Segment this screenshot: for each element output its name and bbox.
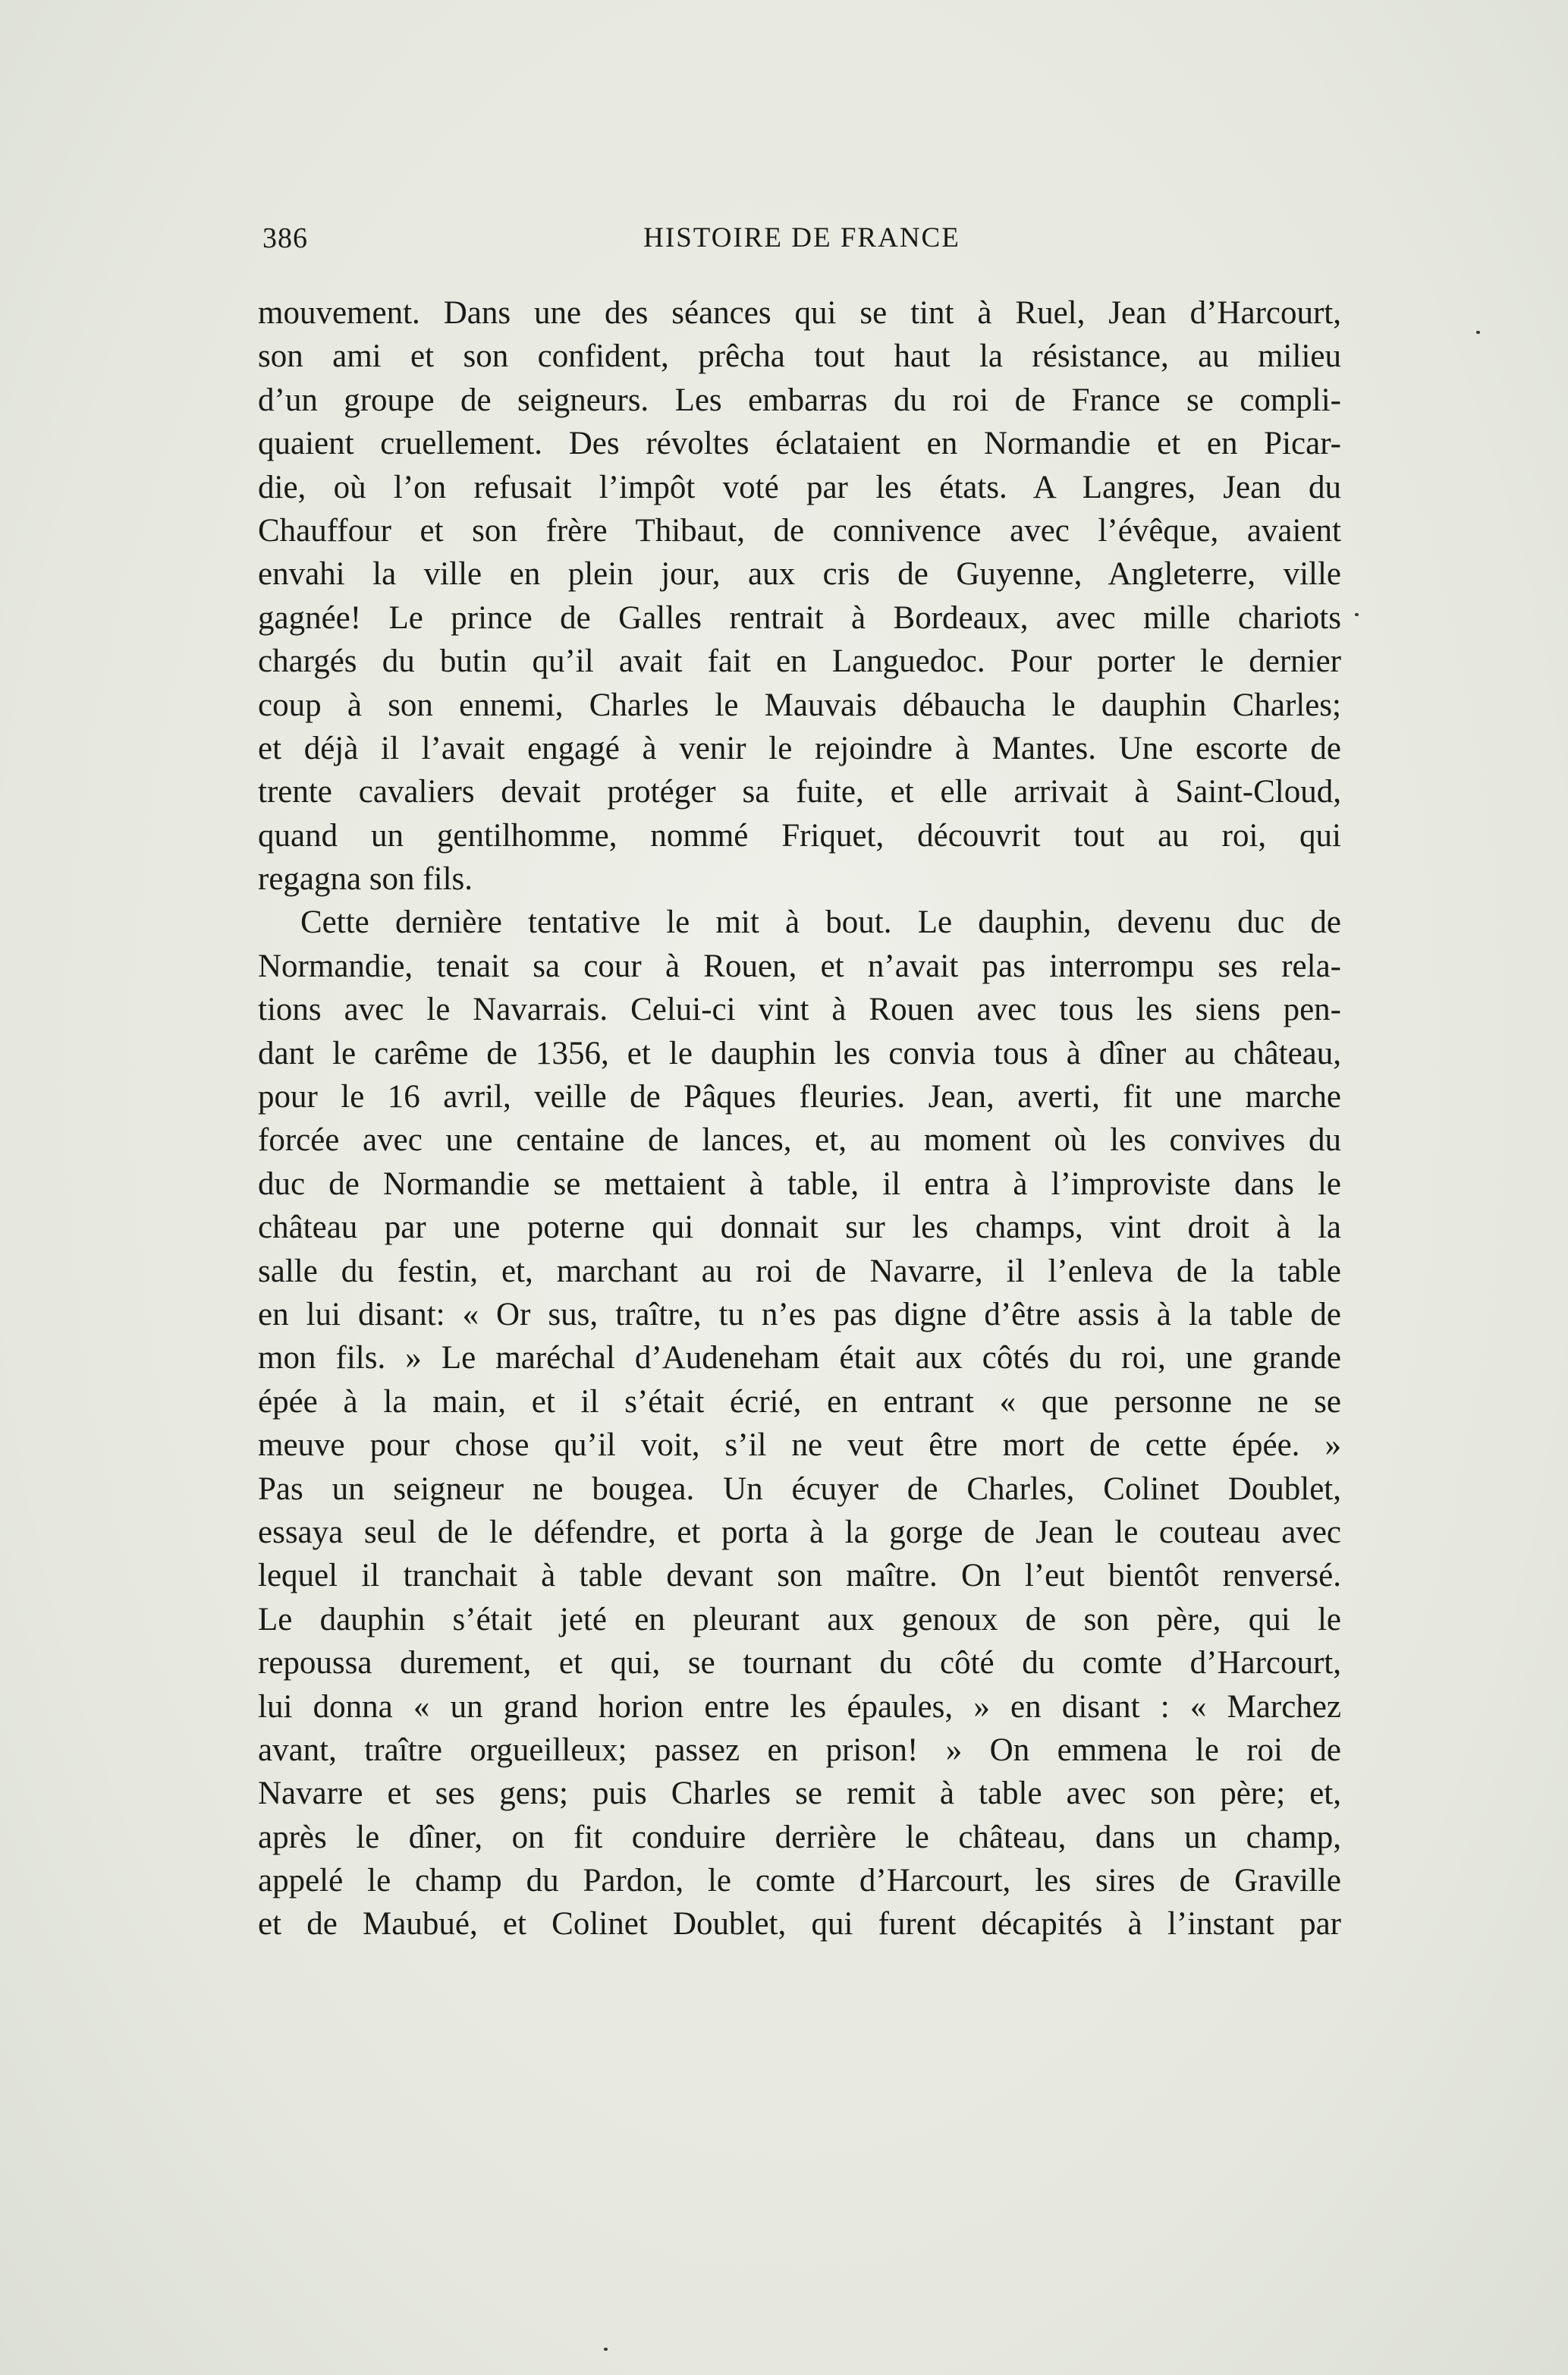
text-line: regagna son fils. [258, 861, 473, 898]
text-line: lui donna « un grand horion entre les épaules, » en disant : « Marchez [258, 1688, 1341, 1725]
text-line: avant, traître orgueilleux; passez en prison! » On emmena le roi de [258, 1732, 1341, 1768]
text-line: chargés du butin qu’il avait fait en Languedoc. Pour porter le dernier [258, 643, 1341, 680]
text-line: d’un groupe de seigneurs. Les embarras du roi de France se compli- [258, 382, 1341, 418]
page-number: 386 [262, 222, 308, 254]
text-line: forcée avec une centaine de lances, et, au moment où les convives du [258, 1122, 1341, 1159]
running-title: HISTOIRE DE FRANCE [643, 222, 960, 253]
text-line: en lui disant: « Or sus, traître, tu n’es pas digne d’être assis à la table de [258, 1296, 1341, 1332]
text-line: appelé le champ du Pardon, le comte d’Harcourt, les sires de Graville [258, 1863, 1341, 1899]
text-line: repoussa durement, et qui, se tournant du côté du comte d’Harcourt, [258, 1645, 1341, 1681]
print-speck [1355, 613, 1359, 616]
text-line: lequel il tranchait à table devant son maître. On l’eut bientôt renversé. [258, 1558, 1341, 1594]
print-speck [1476, 331, 1480, 334]
text-line: quand un gentilhomme, nommé Friquet, découvrit tout au roi, qui [258, 817, 1341, 854]
text-line: essaya seul de le défendre, et porta à la gorge de Jean le couteau avec [258, 1514, 1341, 1550]
text-line: et déjà il l’avait engagé à venir le rejoindre à Mantes. Une escorte de [258, 730, 1341, 766]
text-line: Normandie, tenait sa cour à Rouen, et n’avait pas interrompu ses rela- [258, 948, 1341, 984]
text-line: Pas un seigneur ne bougea. Un écuyer de Charles, Colinet Doublet, [258, 1471, 1341, 1507]
text-line: Navarre et ses gens; puis Charles se remit à table avec son père; et, [258, 1776, 1341, 1812]
text-line: mon fils. » Le maréchal d’Audeneham était aux côtés du roi, une grande [258, 1340, 1341, 1376]
text-line: envahi la ville en plein jour, aux cris de Guyenne, Angleterre, ville [258, 556, 1341, 593]
text-line: duc de Normandie se mettaient à table, il entra à l’improviste dans le [258, 1165, 1341, 1202]
text-line: coup à son ennemi, Charles le Mauvais débaucha le dauphin Charles; [258, 687, 1341, 723]
text-line: quaient cruellement. Des révoltes éclataient en Normandie et en Picar- [258, 426, 1341, 462]
text-line: gagnée! Le prince de Galles rentrait à Bordeaux, avec mille chariots [258, 599, 1341, 636]
text-line: trente cavaliers devait protéger sa fuite, et elle arrivait à Saint-Cloud, [258, 774, 1341, 810]
text-line: épée à la main, et il s’était écrié, en entrant « que personne ne se [258, 1383, 1341, 1420]
text-line: salle du festin, et, marchant au roi de Navarre, il l’enleva de la table [258, 1253, 1341, 1289]
text-line: pour le 16 avril, veille de Pâques fleuries. Jean, averti, fit une marche [258, 1079, 1341, 1115]
text-line: Chauffour et son frère Thibaut, de connivence avec l’évêque, avaient [258, 512, 1341, 549]
text-line: son ami et son confident, prêcha tout haut la résistance, au milieu [258, 338, 1341, 375]
text-line: die, où l’on refusait l’impôt voté par les états. A Langres, Jean du [258, 469, 1341, 505]
text-line: et de Maubué, et Colinet Doublet, qui furent décapités à l’instant par [258, 1906, 1341, 1942]
text-line: tions avec le Navarrais. Celui-ci vint à Rouen avec tous les siens pen- [258, 992, 1341, 1028]
body-text [258, 291, 1341, 1946]
text-line: Le dauphin s’était jeté en pleurant aux genoux de son père, qui le [258, 1601, 1341, 1637]
page-header [262, 222, 1341, 267]
text-line: Cette dernière tentative le mit à bout. Le dauphin, devenu duc de [300, 904, 1341, 941]
text-line: meuve pour chose qu’il voit, s’il ne veut être mort de cette épée. » [258, 1427, 1341, 1464]
text-line: mouvement. Dans une des séances qui se tint à Ruel, Jean d’Harcourt, [258, 295, 1341, 331]
text-line: après le dîner, on fit conduire derrière le château, dans un champ, [258, 1819, 1341, 1855]
text-line: dant le carême de 1356, et le dauphin les convia tous à dîner au château, [258, 1035, 1341, 1071]
text-line: château par une poterne qui donnait sur les champs, vint droit à la [258, 1210, 1341, 1246]
print-speck [604, 2348, 608, 2351]
